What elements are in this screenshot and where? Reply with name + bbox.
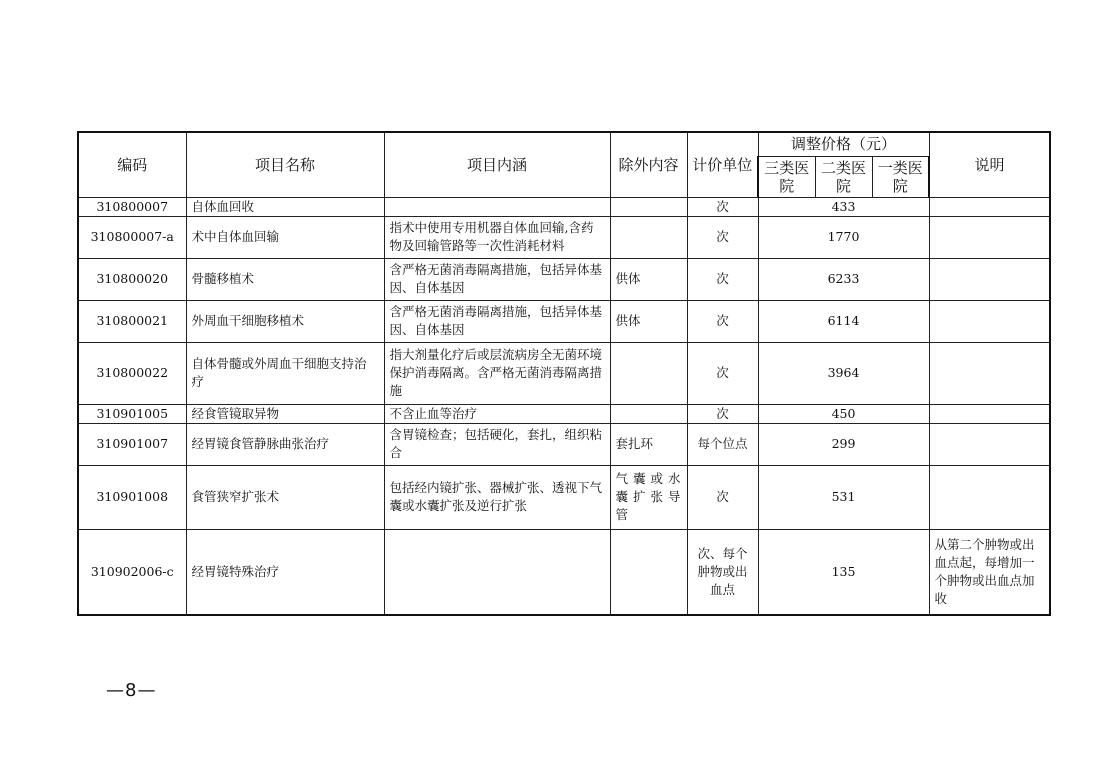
cell-code: 310800021 xyxy=(78,300,186,342)
cell-content: 指大剂量化疗后或层流病房全无菌环境保护消毒隔离。含严格无菌消毒隔离措施 xyxy=(384,342,610,404)
cell-name: 自体骨髓或外周血干细胞支持治疗 xyxy=(186,342,384,404)
table-row xyxy=(78,529,1050,615)
cell-content: 含严格无菌消毒隔离措施，包括异体基因、自体基因 xyxy=(384,258,610,300)
cell-code: 310800020 xyxy=(78,258,186,300)
cell-code: 310902006-c xyxy=(78,529,186,615)
cell-price: 450 xyxy=(758,404,929,423)
cell-exclusions xyxy=(610,529,687,615)
cell-unit: 次、每个肿物或出血点 xyxy=(687,529,758,615)
cell-unit: 次 xyxy=(687,216,758,258)
cell-unit: 每个位点 xyxy=(687,423,758,465)
cell-price: 6233 xyxy=(758,258,929,300)
cell-exclusions xyxy=(610,404,687,423)
price-table xyxy=(77,131,1051,616)
cell-note xyxy=(929,197,1050,216)
table-row xyxy=(78,300,1050,342)
cell-price: 531 xyxy=(758,465,929,529)
table-row xyxy=(78,404,1050,423)
cell-unit: 次 xyxy=(687,258,758,300)
cell-note xyxy=(929,258,1050,300)
cell-exclusions: 套扎环 xyxy=(610,423,687,465)
cell-content: 含严格无菌消毒隔离措施，包括异体基因、自体基因 xyxy=(384,300,610,342)
cell-code: 310800007-a xyxy=(78,216,186,258)
cell-content: 指术中使用专用机器自体血回输,含药物及回输管路等一次性消耗材料 xyxy=(384,216,610,258)
header-content: 项目内涵 xyxy=(384,132,610,197)
cell-code: 310901008 xyxy=(78,465,186,529)
page-number: —8— xyxy=(106,680,157,701)
cell-price: 433 xyxy=(758,197,929,216)
header-price-group: 调整价格（元） xyxy=(758,132,929,156)
table-row xyxy=(78,197,1050,216)
cell-price: 3964 xyxy=(758,342,929,404)
cell-exclusions: 气囊或水囊扩张导管 xyxy=(610,465,687,529)
header-class3: 三类医院 xyxy=(758,156,815,197)
table-row xyxy=(78,465,1050,529)
header-name: 项目名称 xyxy=(186,132,384,197)
cell-name: 自体血回收 xyxy=(186,197,384,216)
table-row xyxy=(78,342,1050,404)
cell-unit: 次 xyxy=(687,465,758,529)
cell-note xyxy=(929,423,1050,465)
header-exclusions: 除外内容 xyxy=(610,132,687,197)
cell-price: 1770 xyxy=(758,216,929,258)
cell-unit: 次 xyxy=(687,300,758,342)
cell-unit: 次 xyxy=(687,197,758,216)
table-body xyxy=(78,197,1050,615)
header-unit: 计价单位 xyxy=(687,132,758,197)
cell-content xyxy=(384,197,610,216)
table-row xyxy=(78,423,1050,465)
cell-name: 骨髓移植术 xyxy=(186,258,384,300)
cell-exclusions: 供体 xyxy=(610,258,687,300)
cell-unit: 次 xyxy=(687,342,758,404)
header-class2: 二类医院 xyxy=(815,156,872,197)
cell-note xyxy=(929,300,1050,342)
cell-note xyxy=(929,465,1050,529)
cell-price: 6114 xyxy=(758,300,929,342)
cell-exclusions: 供体 xyxy=(610,300,687,342)
cell-name: 术中自体血回输 xyxy=(186,216,384,258)
cell-price: 299 xyxy=(758,423,929,465)
cell-content: 包括经内镜扩张、器械扩张、透视下气囊或水囊扩张及逆行扩张 xyxy=(384,465,610,529)
cell-content xyxy=(384,529,610,615)
cell-exclusions xyxy=(610,216,687,258)
cell-exclusions xyxy=(610,197,687,216)
cell-note xyxy=(929,342,1050,404)
header-note: 说明 xyxy=(929,132,1050,197)
cell-unit: 次 xyxy=(687,404,758,423)
table-row xyxy=(78,216,1050,258)
cell-note xyxy=(929,216,1050,258)
header-class1: 一类医院 xyxy=(872,156,929,197)
cell-name: 经食管镜取异物 xyxy=(186,404,384,423)
header-code: 编码 xyxy=(78,132,186,197)
cell-price: 135 xyxy=(758,529,929,615)
cell-code: 310901007 xyxy=(78,423,186,465)
cell-code: 310800022 xyxy=(78,342,186,404)
cell-name: 食管狭窄扩张术 xyxy=(186,465,384,529)
cell-name: 经胃镜特殊治疗 xyxy=(186,529,384,615)
cell-note xyxy=(929,404,1050,423)
cell-code: 310800007 xyxy=(78,197,186,216)
table-row xyxy=(78,258,1050,300)
cell-note: 从第二个肿物或出血点起，每增加一个肿物或出血点加收 xyxy=(929,529,1050,615)
cell-code: 310901005 xyxy=(78,404,186,423)
cell-content: 不含止血等治疗 xyxy=(384,404,610,423)
cell-exclusions xyxy=(610,342,687,404)
cell-content: 含胃镜检查；包括硬化，套扎，组织粘合 xyxy=(384,423,610,465)
cell-name: 外周血干细胞移植术 xyxy=(186,300,384,342)
cell-name: 经胃镜食管静脉曲张治疗 xyxy=(186,423,384,465)
